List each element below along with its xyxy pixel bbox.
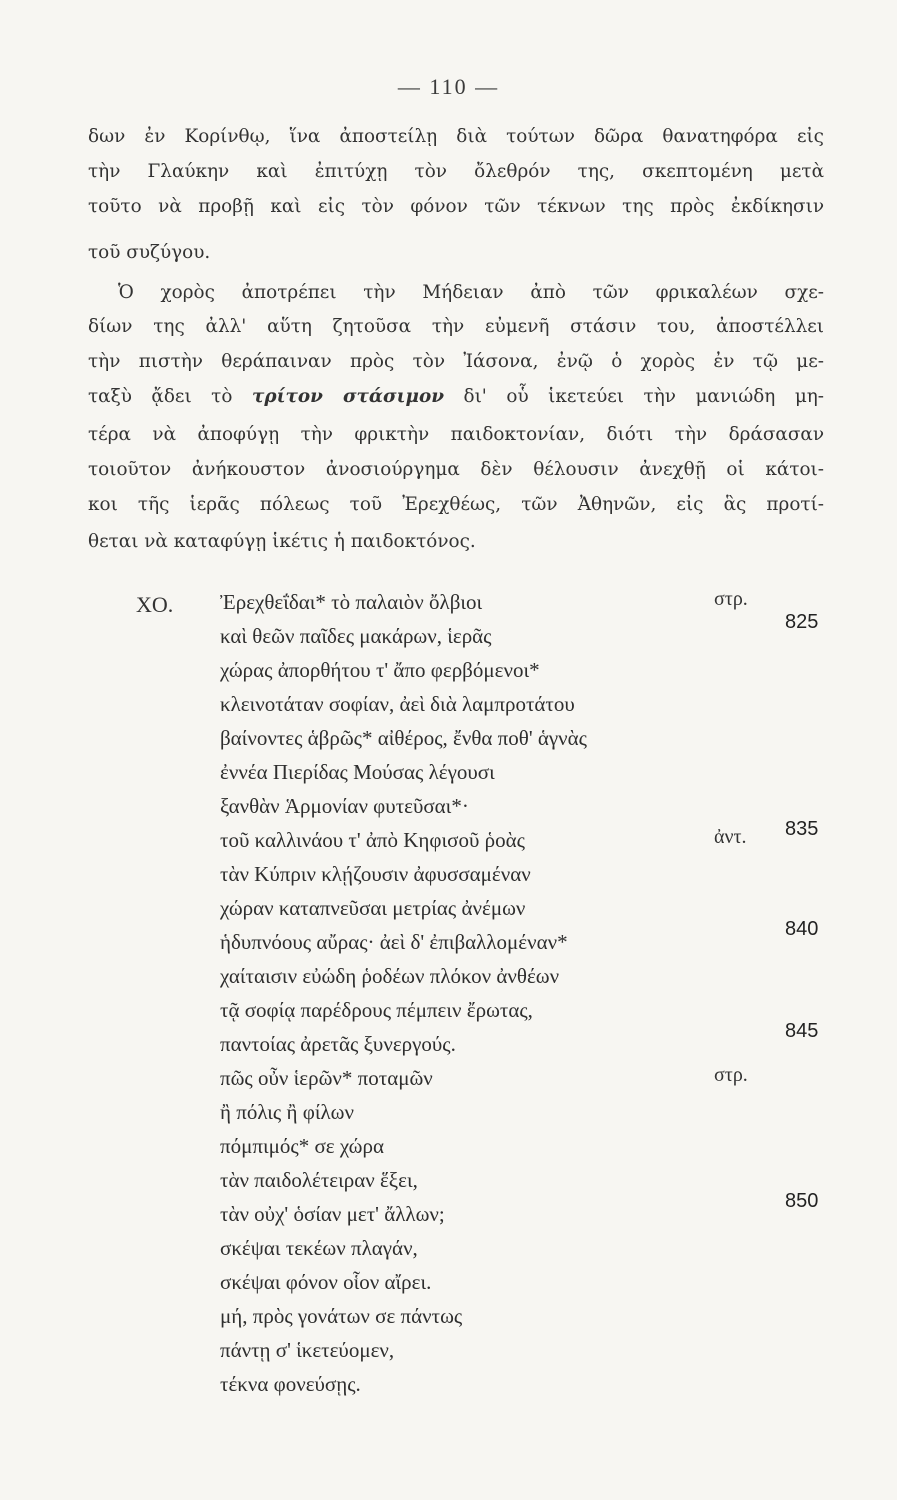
strophe-mark: στρ. [714,588,748,610]
verse-line: τοῦ καλλινάου τ' ἀπὸ Κηφισοῦ ῥοὰς [220,828,525,852]
prose-line: θεται νὰ καταφύγῃ ἱκέτις ἡ παιδοκτόνος. [88,531,476,552]
prose-line: τέρα νὰ ἀποφύγῃ τὴν φρικτὴν παιδοκτονίαν, διότι τὴν δράσασαν [88,424,824,445]
verse-line: ἐννέα Πιερίδας Μούσας λέγουσι [220,760,495,784]
prose-line: τοῦτο νὰ προβῇ καὶ εἰς τὸν φόνον τῶν τέκνων της πρὸς ἐκδίκησιν [88,196,824,217]
verse-line: ἢ πόλις ἢ φίλων [220,1100,354,1124]
prose-line-end: δι' οὗ ἱκετεύει τὴν μανιώδη μη- [444,386,825,407]
verse-line: ξανθὰν Ἁρμονίαν φυτεῦσαι*· [220,794,469,818]
verse-line: πάντῃ σ' ἱκετεύομεν, [220,1338,395,1362]
antistrophe-mark: ἀντ. [714,826,747,848]
verse-line: τὰν Κύπριν κλῄζουσιν ἀφυσσαμέναν [220,862,531,886]
emphasized-phrase: τρίτον στάσιμον [251,386,444,407]
prose-line: δων ἐν Κορίνθῳ, ἵνα ἀποστείλῃ διὰ τούτων δῶρα θανατηφόρα εἰς [88,126,824,147]
verse-line: παντοίας ἀρετᾶς ξυνεργούς. [220,1032,456,1056]
prose-line: τὴν πιστὴν θεράπαιναν πρὸς τὸν Ἰάσονα, ἐνῷ ὁ χορὸς ἐν τῷ με- [88,351,824,372]
verse-line: τέκνα φονεύσῃς. [220,1372,361,1396]
prose-line: τοιοῦτον ἀνήκουστον ἀνοσιούργημα δὲν θέλουσιν ἀνεχθῇ οἱ κάτοι- [88,459,824,480]
prose-line-start: ταξὺ ᾄδει τὸ [88,386,252,407]
prose-line: τὴν Γλαύκην καὶ ἐπιτύχῃ τὸν ὄλεθρόν της, σκεπτομένη μετὰ [88,161,824,182]
verse-line: κλεινοτάταν σοφίαν, ἀεὶ διὰ λαμπροτάτου [220,692,575,716]
line-number: 835 [785,818,819,840]
verse-line: πόμπιμός* σε χώρα [220,1134,384,1158]
prose-line-with-emphasis [88,386,824,407]
line-number: 825 [785,611,819,633]
verse-line: σκέψαι τεκέων πλαγάν, [220,1236,418,1260]
prose-line: τοῦ συζύγου. [88,242,211,263]
verse-line: χαίταισιν εὐώδη ῥοδέων πλόκον ἀνθέων [220,964,560,988]
prose-line: κοι τῆς ἱερᾶς πόλεως τοῦ Ἐρεχθέως, τῶν Ἀθηνῶν, εἰς ἃς προτί- [88,494,824,515]
line-number: 845 [785,1020,819,1042]
verse-line: χώρας ἀπορθήτου τ' ἄπο φερβόμενοι* [220,658,540,682]
verse-line: καὶ θεῶν παῖδες μακάρων, ἱερᾶς [220,624,492,648]
verse-line: τᾷ σοφίᾳ παρέδρους πέμπειν ἔρωτας, [220,998,533,1022]
line-number: 850 [785,1190,819,1212]
verse-line: πῶς οὖν ἱερῶν* ποταμῶν [220,1066,433,1090]
strophe-mark: στρ. [714,1064,748,1086]
speaker-label: ΧΟ. [136,592,174,617]
verse-line: Ἐρεχθεΐδαι* τὸ παλαιὸν ὄλβιοι [220,590,483,614]
page-number: — 110 — [397,74,500,99]
verse-line: μή, πρὸς γονάτων σε πάντως [220,1304,463,1328]
verse-line: χώραν καταπνεῦσαι μετρίας ἀνέμων [220,896,526,920]
verse-line: ἡδυπνόους αὔρας· ἀεὶ δ' ἐπιβαλλομέναν* [220,930,568,954]
verse-line: βαίνοντες ἁβρῶς* αἰθέρος, ἔνθα ποθ' ἁγνὰς [220,726,587,750]
verse-line: τὰν παιδολέτειραν ἕξει, [220,1168,418,1192]
prose-line: Ὁ χορὸς ἀποτρέπει τὴν Μήδειαν ἀπὸ τῶν φρικαλέων σχε- [118,282,824,303]
verse-line: σκέψαι φόνον οἷον αἴρει. [220,1270,432,1294]
prose-line: δίων της ἀλλ' αὕτη ζητοῦσα τὴν εὐμενῆ στάσιν του, ἀποστέλλει [88,316,824,337]
line-number: 840 [785,918,819,940]
verse-line: τὰν οὐχ' ὁσίαν μετ' ἄλλων; [220,1202,445,1226]
